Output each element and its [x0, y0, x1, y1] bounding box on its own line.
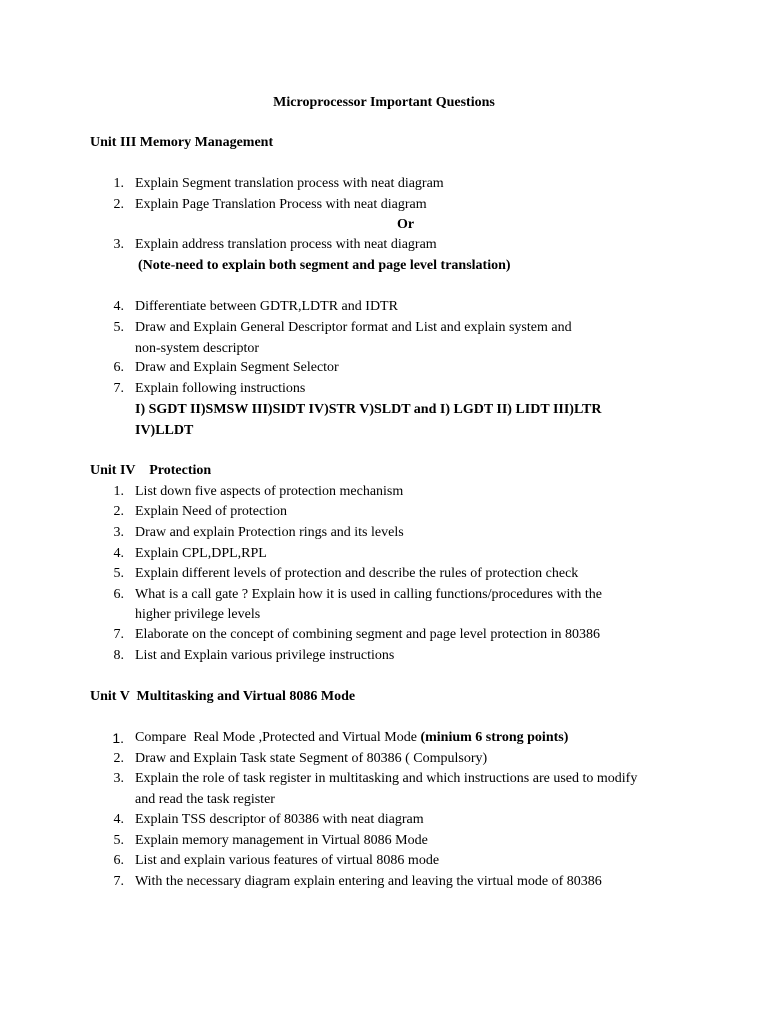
list-item: List and Explain various privilege instructions	[135, 648, 395, 663]
list-item-number: 4.	[113, 299, 124, 314]
list-item: Draw and Explain General Descriptor format and List and explain system and	[135, 320, 572, 335]
list-item-number: 2.	[113, 504, 124, 519]
list-item-text: Compare Real Mode ,Protected and Virtual Mode	[135, 730, 421, 745]
list-item: Explain Page Translation Process with neat diagram	[135, 197, 427, 212]
unit5-heading: Unit V Multitasking and Virtual 8086 Mode	[90, 689, 356, 704]
list-item: Draw and explain Protection rings and its levels	[135, 525, 404, 540]
list-item-continuation: non-system descriptor	[135, 341, 260, 356]
list-item: Draw and Explain Task state Segment of 80386 ( Compulsory)	[135, 751, 488, 766]
list-item-number: 3.	[113, 237, 124, 252]
list-item: Explain Segment translation process with neat diagram	[135, 176, 444, 191]
list-item-number: 1.	[113, 484, 124, 499]
list-item: Explain CPL,DPL,RPL	[135, 546, 267, 561]
list-item-number: 3.	[113, 771, 124, 786]
list-item-number: 2.	[113, 751, 124, 766]
list-item-number: 4.	[113, 546, 124, 561]
list-item-number: 1.	[113, 176, 124, 191]
list-item-number: 5.	[113, 320, 124, 335]
list-item-number: 1.	[112, 730, 124, 746]
list-item: List and explain various features of virtual 8086 mode	[135, 853, 440, 868]
unit3-heading: Unit III Memory Management	[90, 135, 274, 150]
list-item: Explain TSS descriptor of 80386 with neat diagram	[135, 812, 424, 827]
list-item: Explain memory management in Virtual 8086 Mode	[135, 833, 428, 848]
instructions-line: I) SGDT II)SMSW III)SIDT IV)STR V)SLDT and I) LGDT II) LIDT III)LTR	[135, 402, 602, 417]
list-item-number: 5.	[113, 566, 124, 581]
note-text: (Note-need to explain both segment and page level translation)	[138, 258, 511, 273]
list-item-number: 2.	[113, 197, 124, 212]
list-item: Elaborate on the concept of combining segment and page level protection in 80386	[135, 627, 600, 642]
list-item: Explain address translation process with neat diagram	[135, 237, 437, 252]
list-item-number: 6.	[113, 587, 124, 602]
list-item: Explain different levels of protection and describe the rules of protection check	[135, 566, 579, 581]
list-item: Draw and Explain Segment Selector	[135, 360, 339, 375]
list-item: What is a call gate ? Explain how it is used in calling functions/procedures with the	[135, 587, 602, 602]
list-item-number: 7.	[113, 381, 124, 396]
list-item-number: 8.	[113, 648, 124, 663]
list-item-number: 3.	[113, 525, 124, 540]
list-item-number: 7.	[113, 874, 124, 889]
list-item	[135, 730, 568, 746]
document-title: Microprocessor Important Questions	[273, 95, 495, 110]
list-item-continuation: higher privilege levels	[135, 607, 261, 622]
list-item-continuation: and read the task register	[135, 792, 275, 807]
emphasis-text: (minium 6 strong points)	[420, 730, 569, 745]
list-item: Explain Need of protection	[135, 504, 288, 519]
or-separator: Or	[397, 217, 415, 232]
list-item-number: 6.	[113, 853, 124, 868]
list-item-number: 5.	[113, 833, 124, 848]
list-item-number: 7.	[113, 627, 124, 642]
list-item: With the necessary diagram explain entering and leaving the virtual mode of 80386	[135, 874, 602, 889]
list-item: List down five aspects of protection mechanism	[135, 484, 404, 499]
unit4-heading: Unit IV Protection	[90, 463, 212, 478]
list-item: Explain the role of task register in multitasking and which instructions are used to modify	[135, 771, 638, 786]
list-item: Differentiate between GDTR,LDTR and IDTR	[135, 299, 398, 314]
list-item: Explain following instructions	[135, 381, 306, 396]
list-item-number: 6.	[113, 360, 124, 375]
instructions-line: IV)LLDT	[135, 423, 194, 438]
list-item-number: 4.	[113, 812, 124, 827]
